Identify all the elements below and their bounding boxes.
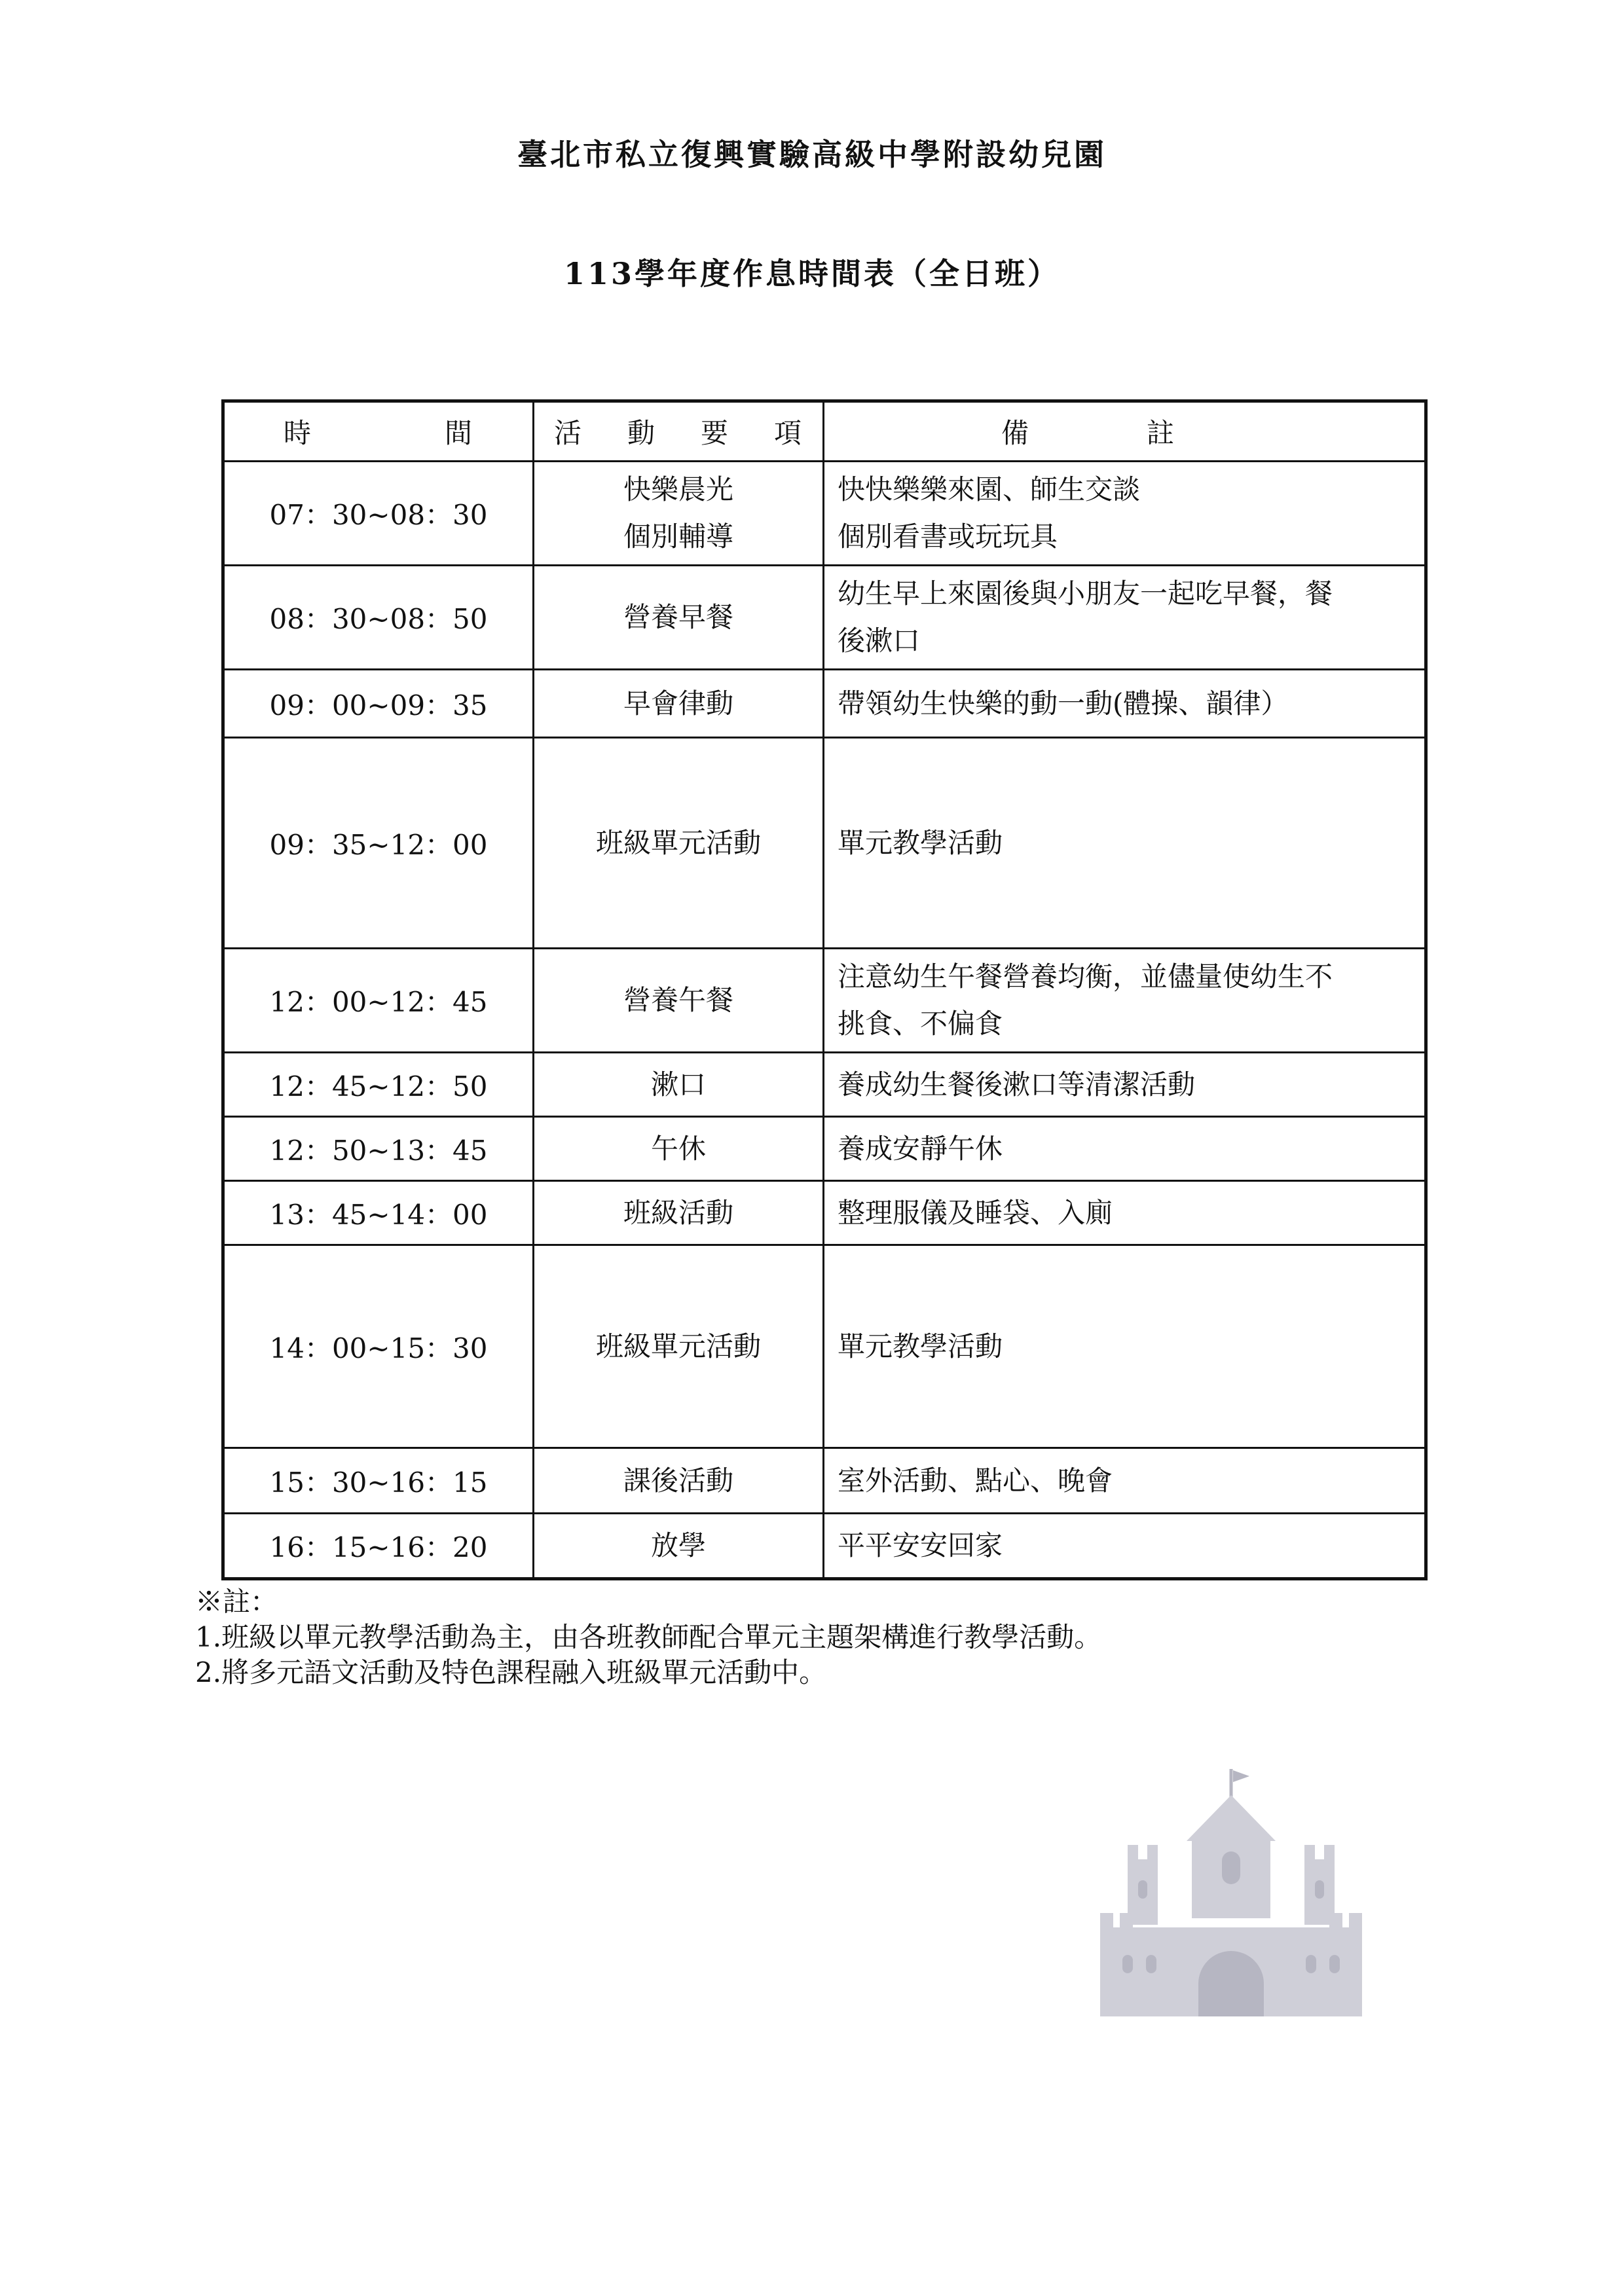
note-cell — [824, 1245, 1426, 1448]
activity-cell — [534, 1245, 824, 1448]
header-activity-char: 動 — [627, 417, 656, 449]
table-row — [223, 1053, 1426, 1117]
footnote-item: 2.將多元語文活動及特色課程融入班級單元活動中。 — [195, 1656, 827, 1688]
activity-line: 課後活動 — [623, 1464, 733, 1497]
table-row — [223, 1181, 1426, 1245]
time-cell: 09：00~09：35 — [223, 670, 534, 738]
time-cell: 07：30~08：30 — [223, 462, 534, 566]
activity-line: 班級單元活動 — [595, 826, 761, 859]
note-cell — [824, 1181, 1426, 1245]
note-cell — [824, 738, 1426, 949]
note-cell — [824, 1514, 1426, 1579]
activity-line: 營養午餐 — [623, 984, 733, 1016]
activity-line: 營養早餐 — [623, 601, 733, 633]
table-row — [223, 1514, 1426, 1579]
header-time-char: 時 — [284, 417, 313, 449]
header-activity-char: 要 — [700, 417, 729, 449]
time-cell: 15：30~16：15 — [223, 1448, 534, 1514]
note-line: 整理服儀及睡袋、入廁 — [838, 1196, 1113, 1229]
schedule-title: 113學年度作息時間表（全日班） — [563, 256, 1061, 291]
table-row — [223, 738, 1426, 949]
note-cell — [824, 462, 1426, 566]
note-cell — [824, 949, 1426, 1053]
note-cell — [824, 1117, 1426, 1181]
header-note — [824, 401, 1426, 462]
note-line: 養成幼生餐後漱口等清潔活動 — [838, 1068, 1196, 1101]
note-line: 快快樂樂來園、師生交談 — [838, 473, 1141, 505]
note-line: 單元教學活動 — [838, 1330, 1003, 1362]
note-line: 挑食、不偏食 — [838, 1008, 1003, 1040]
note-line: 後漱口 — [838, 625, 921, 657]
activity-cell — [534, 566, 824, 670]
time-cell: 13：45~14：00 — [223, 1181, 534, 1245]
table-row — [223, 1448, 1426, 1514]
table-header-row — [223, 401, 1426, 462]
activity-cell — [534, 738, 824, 949]
note-cell — [824, 1053, 1426, 1117]
footnote-item: 1.班級以單元教學活動為主，由各班教師配合單元主題架構進行教學活動。 — [195, 1621, 1102, 1653]
header-time-char: 間 — [444, 417, 473, 449]
note-line: 平平安安回家 — [838, 1529, 1003, 1561]
note-line: 室外活動、點心、晚會 — [838, 1464, 1113, 1497]
school-name: 臺北市私立復興實驗高級中學附設幼兒園 — [517, 137, 1107, 172]
note-cell — [824, 670, 1426, 738]
note-line: 單元教學活動 — [838, 826, 1003, 859]
activity-cell — [534, 1514, 824, 1579]
time-cell: 09：35~12：00 — [223, 738, 534, 949]
activity-cell — [534, 1181, 824, 1245]
table-row — [223, 1245, 1426, 1448]
activity-line: 個別輔導 — [623, 520, 733, 553]
footnotes — [195, 1584, 1101, 1690]
castle-icon — [1100, 1768, 1362, 2016]
note-cell — [824, 1448, 1426, 1514]
table-row — [223, 462, 1426, 566]
activity-line: 午休 — [650, 1132, 706, 1165]
time-cell: 12：50~13：45 — [223, 1117, 534, 1181]
activity-line: 漱口 — [650, 1068, 706, 1101]
note-line: 養成安靜午休 — [838, 1132, 1003, 1165]
activity-line: 班級單元活動 — [595, 1330, 761, 1362]
time-cell: 14：00~15：30 — [223, 1245, 534, 1448]
table-row — [223, 949, 1426, 1053]
activity-line: 早會律動 — [623, 687, 733, 720]
time-cell: 12：45~12：50 — [223, 1053, 534, 1117]
activity-cell — [534, 1053, 824, 1117]
header-activity-char: 活 — [554, 417, 583, 449]
table-row — [223, 566, 1426, 670]
note-line: 個別看書或玩玩具 — [838, 520, 1058, 553]
note-line: 幼生早上來園後與小朋友一起吃早餐，餐 — [838, 577, 1333, 610]
header-time — [223, 401, 534, 462]
time-cell: 16：15~16：20 — [223, 1514, 534, 1579]
time-cell: 12：00~12：45 — [223, 949, 534, 1053]
schedule-table — [221, 399, 1428, 1580]
note-line: 帶領幼生快樂的動一動(體操、韻律） — [838, 687, 1289, 720]
time-cell: 08：30~08：50 — [223, 566, 534, 670]
activity-cell — [534, 462, 824, 566]
activity-cell — [534, 949, 824, 1053]
note-cell — [824, 566, 1426, 670]
note-line: 注意幼生午餐營養均衡，並儘量使幼生不 — [838, 960, 1333, 993]
header-note-char: 備 — [1001, 417, 1031, 449]
activity-cell — [534, 1448, 824, 1514]
activity-cell — [534, 670, 824, 738]
table-row — [223, 670, 1426, 738]
footnotes-title: ※註： — [195, 1586, 278, 1618]
activity-line: 快樂晨光 — [623, 473, 733, 505]
activity-line: 放學 — [650, 1529, 706, 1561]
activity-line: 班級活動 — [623, 1196, 733, 1229]
header-activity-char: 項 — [773, 417, 803, 449]
table-row — [223, 1117, 1426, 1181]
header-note-char: 註 — [1146, 417, 1175, 449]
header-activity — [534, 401, 824, 462]
activity-cell — [534, 1117, 824, 1181]
